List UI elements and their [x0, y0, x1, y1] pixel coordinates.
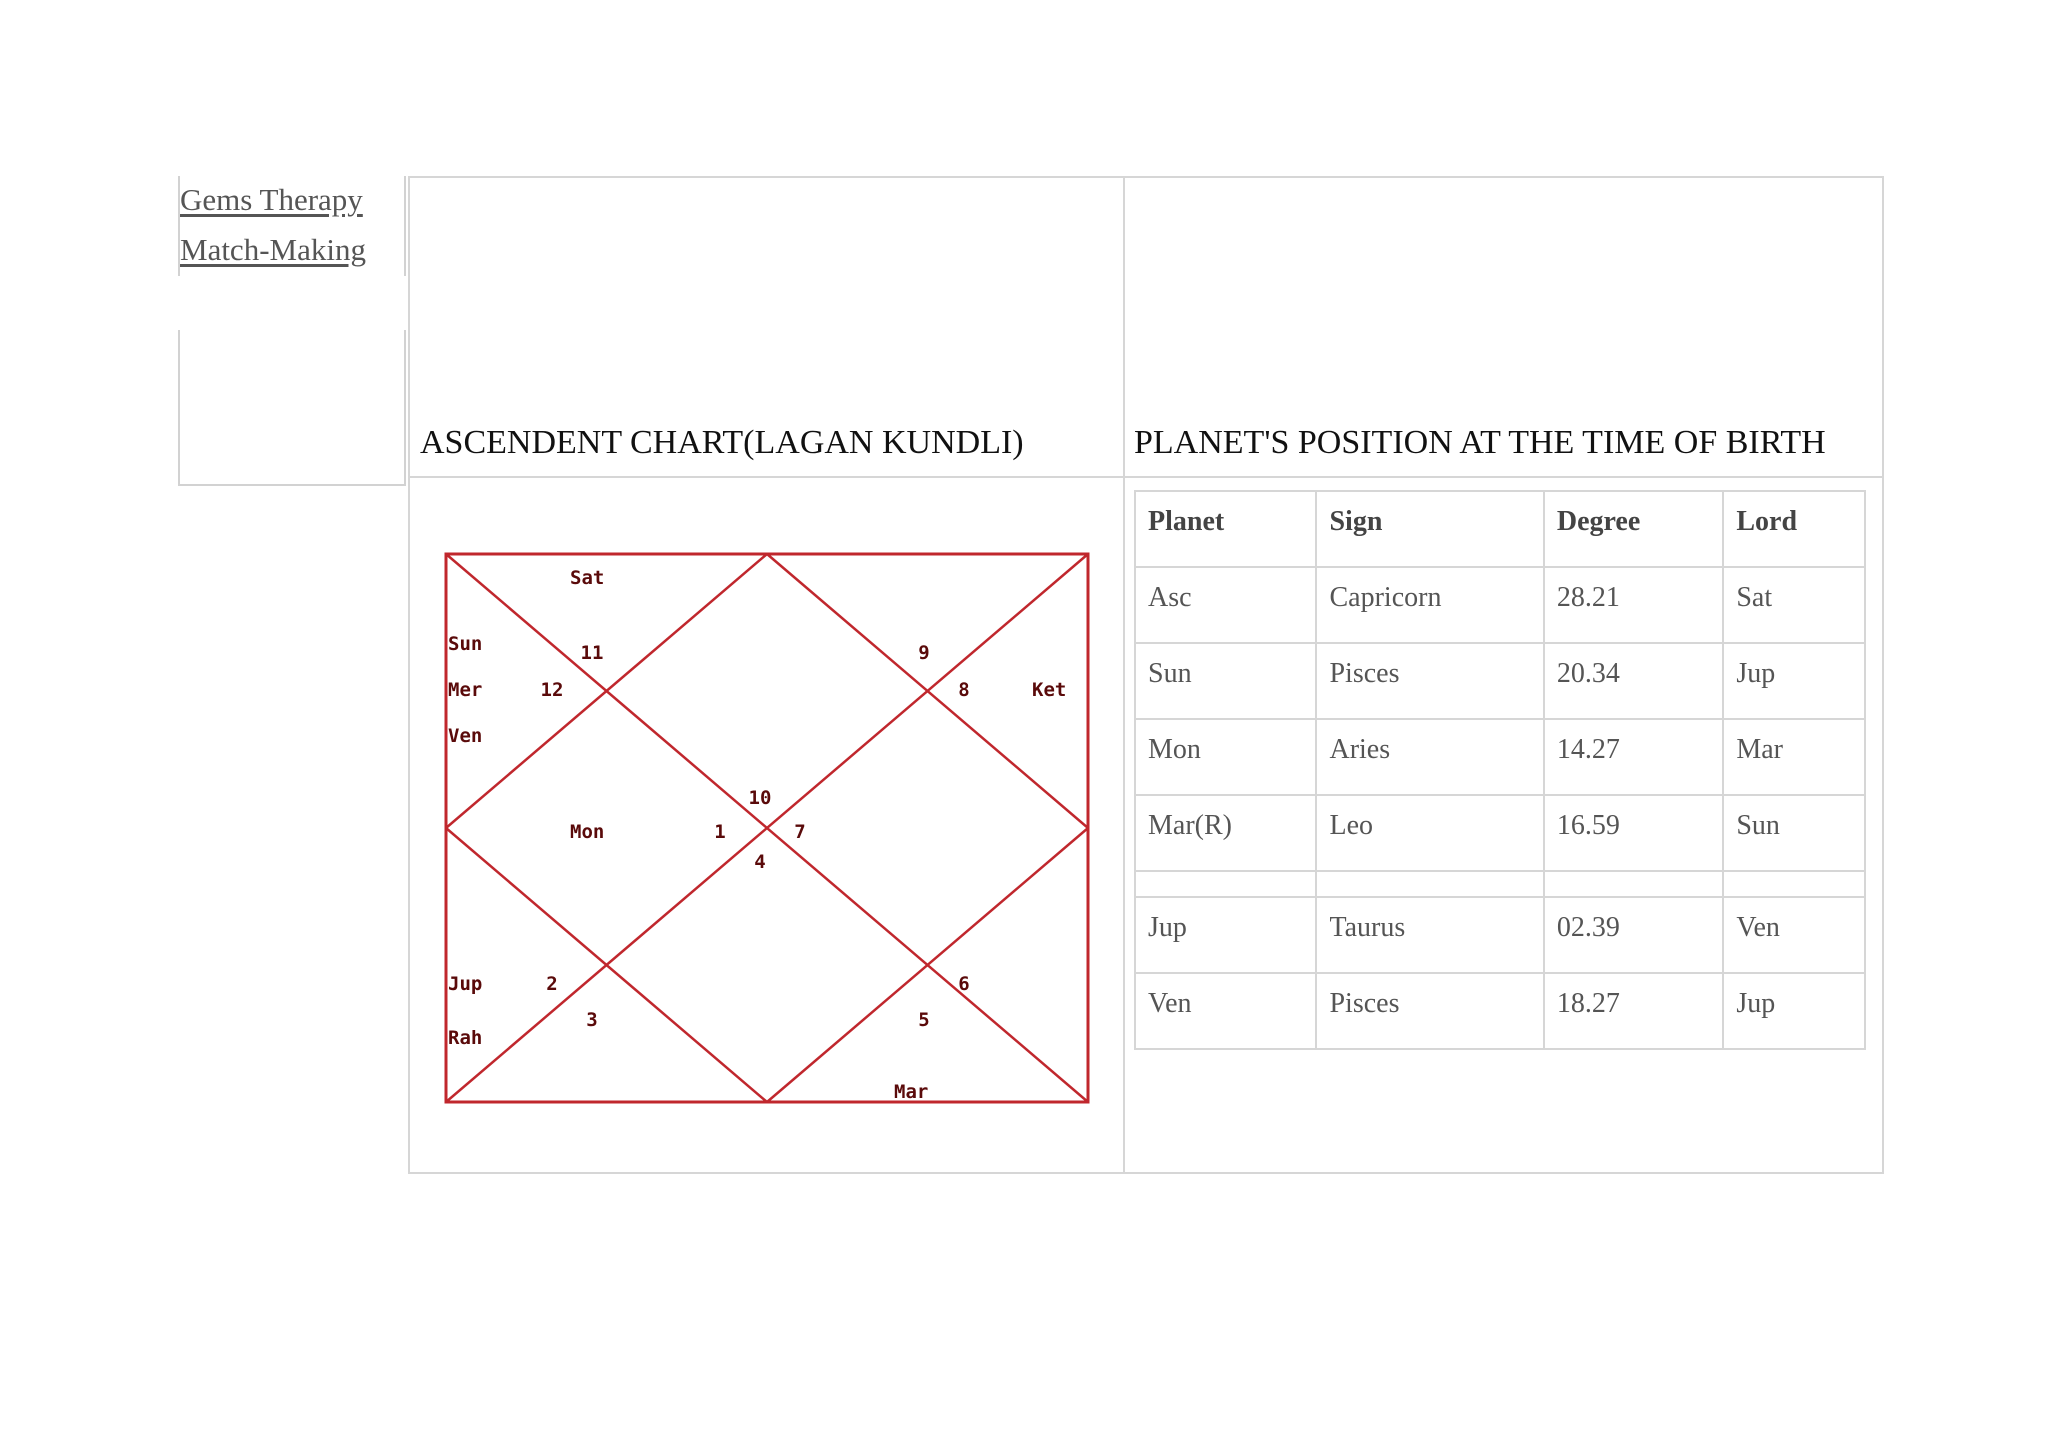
- link-match-making[interactable]: Match-Making: [180, 232, 366, 267]
- cell-degree: 16.59: [1544, 795, 1724, 871]
- cell-planet: [1135, 871, 1316, 897]
- table-row-empty: [1135, 871, 1865, 897]
- planet-label: Ven: [448, 725, 483, 747]
- cell-degree: 14.27: [1544, 719, 1724, 795]
- cell-degree: 02.39: [1544, 897, 1724, 973]
- side-empty-box: [178, 330, 406, 486]
- planet-position-table: [1134, 490, 1866, 1050]
- cell-degree: 28.21: [1544, 567, 1724, 643]
- table-row: [1135, 897, 1865, 973]
- house-number: 8: [958, 679, 970, 701]
- cell-sign: [1316, 871, 1543, 897]
- cell-planet: Sun: [1135, 643, 1316, 719]
- cell-lord: Sat: [1723, 567, 1865, 643]
- header-planet: Planet: [1135, 491, 1316, 567]
- cell-lord: Sun: [1723, 795, 1865, 871]
- cell-lord: Ven: [1723, 897, 1865, 973]
- link-gems-therapy[interactable]: Gems Therapy: [180, 182, 363, 217]
- house-number: 3: [586, 1009, 598, 1031]
- table-header-row: [1135, 491, 1865, 567]
- cell-planet: Jup: [1135, 897, 1316, 973]
- header-sign: Sign: [1316, 491, 1543, 567]
- planet-label: Sun: [448, 633, 483, 655]
- cell-sign: Pisces: [1316, 643, 1543, 719]
- house-number: 9: [918, 642, 930, 664]
- house-number: 11: [580, 642, 604, 664]
- planet-label: Mon: [570, 821, 605, 843]
- cell-degree: 20.34: [1544, 643, 1724, 719]
- planet-label: Ket: [1032, 679, 1067, 701]
- cell-planet: Ven: [1135, 973, 1316, 1049]
- table-row: [1135, 567, 1865, 643]
- chart-heading: ASCENDENT CHART(LAGAN KUNDLI): [420, 424, 1024, 461]
- column-divider: [1123, 176, 1125, 1174]
- planet-label: Rah: [448, 1027, 483, 1049]
- house-number: 7: [794, 821, 806, 843]
- cell-planet: Asc: [1135, 567, 1316, 643]
- cell-lord: Jup: [1723, 643, 1865, 719]
- planet-label: Sat: [570, 567, 605, 589]
- cell-lord: [1723, 871, 1865, 897]
- table-row: [1135, 973, 1865, 1049]
- house-number: 2: [546, 973, 558, 995]
- cell-sign: Leo: [1316, 795, 1543, 871]
- cell-degree: 18.27: [1544, 973, 1724, 1049]
- planet-label: Mer: [448, 679, 483, 701]
- house-number: 4: [754, 851, 766, 873]
- table-row: [1135, 719, 1865, 795]
- house-number: 1: [714, 821, 726, 843]
- planets-heading: PLANET'S POSITION AT THE TIME OF BIRTH: [1134, 424, 1826, 461]
- row-divider: [408, 476, 1884, 478]
- cell-lord: Jup: [1723, 973, 1865, 1049]
- cell-planet: Mar(R): [1135, 795, 1316, 871]
- cell-sign: Pisces: [1316, 973, 1543, 1049]
- header-degree: Degree: [1544, 491, 1724, 567]
- table-row: [1135, 795, 1865, 871]
- house-number: 6: [958, 973, 970, 995]
- house-number: 5: [918, 1009, 930, 1031]
- planet-label: Jup: [448, 973, 483, 995]
- cell-sign: Aries: [1316, 719, 1543, 795]
- table-row: [1135, 643, 1865, 719]
- cell-sign: Capricorn: [1316, 567, 1543, 643]
- kundli-svg: [440, 548, 1094, 1108]
- house-number: 12: [540, 679, 564, 701]
- cell-degree: [1544, 871, 1724, 897]
- lagan-kundli-chart: [440, 548, 1094, 1108]
- house-number: 10: [748, 787, 772, 809]
- planet-label: Mar: [894, 1081, 929, 1103]
- cell-lord: Mar: [1723, 719, 1865, 795]
- cell-sign: Taurus: [1316, 897, 1543, 973]
- cell-planet: Mon: [1135, 719, 1316, 795]
- header-lord: Lord: [1723, 491, 1865, 567]
